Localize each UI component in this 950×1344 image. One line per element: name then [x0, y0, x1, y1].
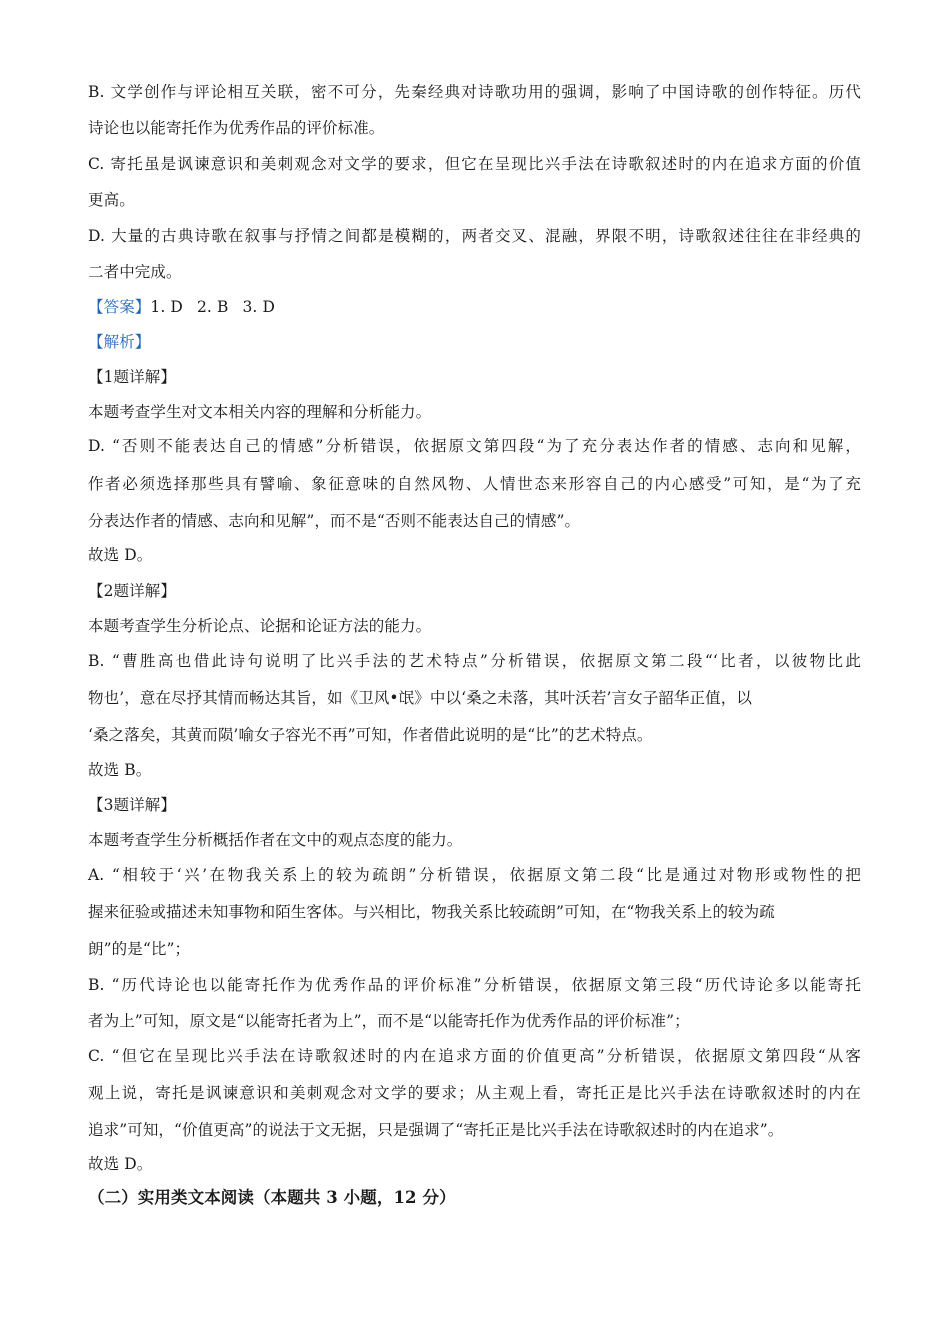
- q3-a-line-2: 握来征验或描述未知事物和陌生客体。与兴相比，物我关系比较疏朗”可知，在“物我关系上的较为疏: [88, 903, 775, 921]
- option-c-line-1: C. 寄托虽是讽谏意识和美刺观念对文学的要求，但它在呈现比兴手法在诗歌叙述时的内在追求方面的价值: [88, 155, 861, 173]
- q3-heading: 【3题详解】: [88, 796, 176, 814]
- option-d-line-2: 二者中完成。: [88, 263, 182, 281]
- q1-heading: 【1题详解】: [88, 368, 176, 386]
- q3-a-line-3: 朗”的是“比”；: [88, 940, 191, 958]
- answer-item-1: 1. D: [150, 298, 183, 316]
- q2-conclusion: 故选 B。: [88, 761, 152, 779]
- q2-line-1: B. “曹胜高也借此诗句说明了比兴手法的艺术特点”分析错误，依据原文第二段“‘比者，以彼物比此: [88, 652, 861, 670]
- q2-heading: 【2题详解】: [88, 582, 176, 600]
- section-title: （二）实用类文本阅读（本题共 3 小题，12 分）: [88, 1188, 456, 1207]
- analysis-label: 【解析】: [88, 333, 151, 351]
- answer-label: 【答案】: [88, 298, 151, 316]
- q3-b-line-1: B. “历代诗论也以能寄托作为优秀作品的评价标准”分析错误，依据原文第三段“历代诗论多以能寄托: [88, 976, 861, 994]
- q2-line-3: ‘桑之落矣，其黄而陨’喻女子容光不再”可知，作者借此说明的是“比”的艺术特点。: [88, 726, 653, 744]
- option-b-line-2: 诗论也以能寄托作为优秀作品的评价标准。: [88, 119, 385, 137]
- option-d-line-1: D. 大量的古典诗歌在叙事与抒情之间都是模糊的，两者交叉、混融，界限不明，诗歌叙述往往在非经典的: [88, 227, 861, 245]
- q1-line-3: 分表达作者的情感、志向和见解”，而不是“否则不能表达自己的情感”。: [88, 512, 581, 530]
- option-b-line-1: B. 文学创作与评论相互关联，密不可分，先秦经典对诗歌功用的强调，影响了中国诗歌的创作特征。历代: [88, 83, 861, 101]
- q1-line-2: 作者必须选择那些具有譬喻、象征意味的自然风物、人情世态来形容自己的内心感受”可知，是“为了充: [88, 475, 861, 493]
- option-c-line-2: 更高。: [88, 191, 135, 209]
- answer-item-2: 2. B: [196, 298, 229, 316]
- q3-conclusion: 故选 D。: [88, 1155, 153, 1173]
- q3-c-line-1: C. “但它在呈现比兴手法在诗歌叙述时的内在追求方面的价值更高”分析错误，依据原文第四段“从客: [88, 1047, 861, 1065]
- q2-line-2: 物也’，意在尽抒其情而畅达其旨，如《卫风•氓》中以‘桑之未落，其叶沃若’言女子韶华正值，以: [88, 689, 752, 707]
- q1-line-1: D. “否则不能表达自己的情感”分析错误，依据原文第四段“为了充分表达作者的情感、志向和见解，: [88, 437, 861, 455]
- answer-line: [88, 297, 275, 317]
- q3-intro: 本题考查学生分析概括作者在文中的观点态度的能力。: [88, 831, 463, 849]
- answer-item-3: 3. D: [242, 298, 276, 316]
- q3-c-line-3: 追求”可知，“价值更高”的说法于文无据，只是强调了“寄托正是比兴手法在诗歌叙述时的内在追求”。: [88, 1121, 784, 1139]
- q3-a-line-1: A. “相较于‘兴’在物我关系上的较为疏朗”分析错误，依据原文第二段“比是通过对物形或物性的把: [88, 866, 861, 884]
- q1-conclusion: 故选 D。: [88, 546, 153, 564]
- q2-intro: 本题考查学生分析论点、论据和论证方法的能力。: [88, 617, 432, 635]
- q1-intro: 本题考查学生对文本相关内容的理解和分析能力。: [88, 403, 432, 421]
- q3-b-line-2: 者为上”可知，原文是“以能寄托者为上”，而不是“以能寄托作为优秀作品的评价标准”；: [88, 1012, 690, 1030]
- q3-c-line-2: 观上说，寄托是讽谏意识和美刺观念对文学的要求；从主观上看，寄托正是比兴手法在诗歌叙述时的内在: [88, 1084, 861, 1102]
